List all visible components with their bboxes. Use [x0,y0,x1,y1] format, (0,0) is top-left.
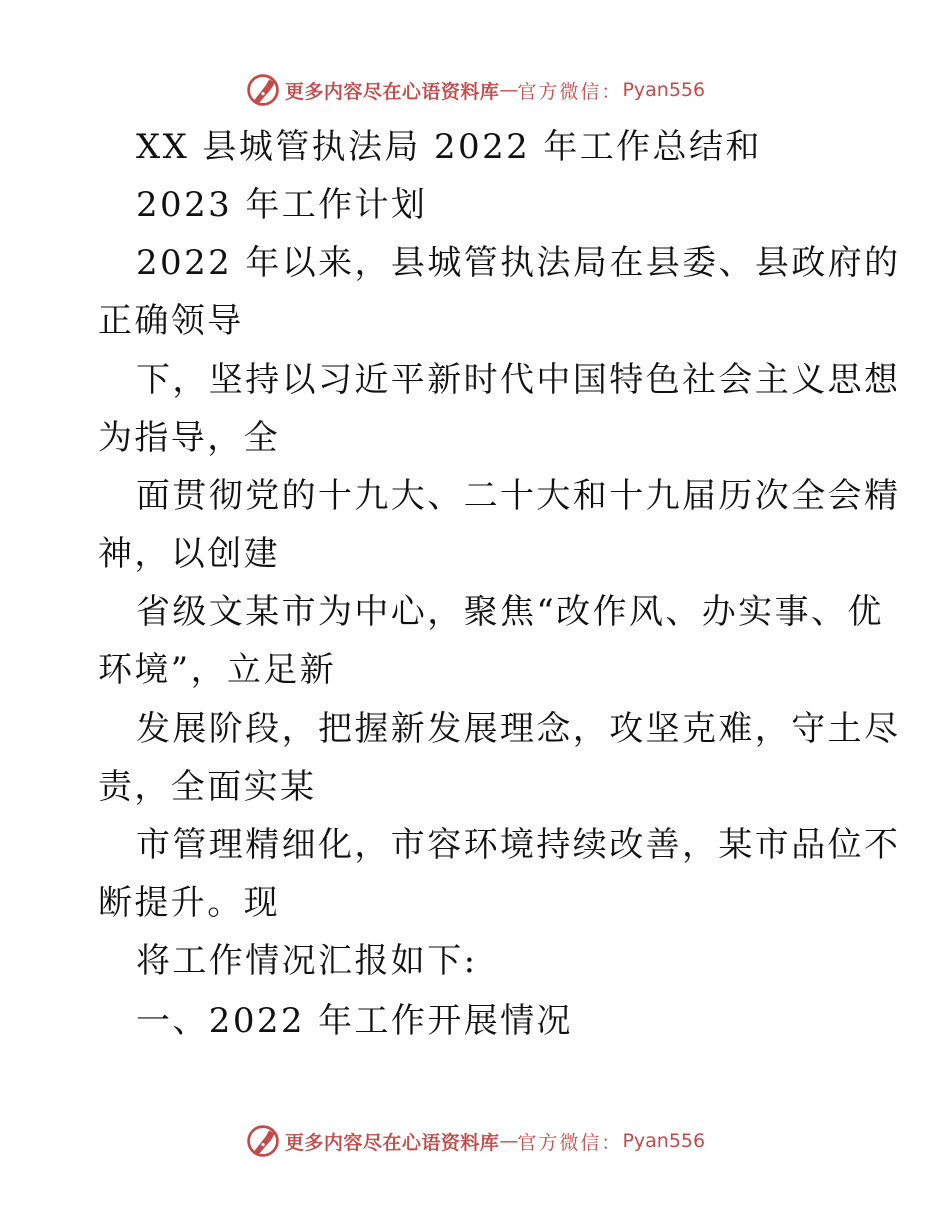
watermark-dash: — [499,1130,518,1152]
doc-title-line-1: XX 县城管执法局 2022 年工作总结和 [136,127,762,167]
doc-paragraph-line: 市管理精细化，市容环境持续改善，某市品位不 [136,825,901,865]
watermark-main-text: 更多内容尽在心语资料库 [284,80,500,103]
watermark-sub-text: 官方微信： [517,1131,623,1154]
doc-paragraph-line: 环境”，立足新 [98,650,337,690]
footer-watermark [0,1121,950,1161]
doc-paragraph-line: 面贯彻党的十九大、二十大和十九届历次全会精 [136,476,901,516]
doc-paragraph-line: 为指导，全 [98,418,280,458]
doc-paragraph-line: 责，全面实某 [98,767,317,807]
watermark-sub-text: 官方微信： [517,80,623,103]
watermark-account: Pyan556 [622,1130,706,1152]
doc-paragraph-line: 省级文某市为中心，聚焦“改作风、办实事、优 [136,592,884,632]
pen-nib-logo-icon [245,1123,281,1159]
doc-paragraph-line: 断提升。现 [98,883,280,923]
doc-title-line-2: 2023 年工作计划 [136,185,428,225]
doc-paragraph-line: 正确领导 [98,301,244,341]
doc-paragraph-line: 下，坚持以习近平新时代中国特色社会主义思想 [136,360,901,400]
watermark-account: Pyan556 [622,79,706,101]
doc-paragraph-line: 发展阶段，把握新发展理念，攻坚克难，守土尽 [136,709,901,749]
doc-paragraph-line: 2022 年以来，县城管执法局在县委、县政府的 [136,243,901,283]
section-heading: 一、2022 年工作开展情况 [136,1001,573,1041]
watermark-main-text: 更多内容尽在心语资料库 [284,1131,500,1154]
watermark-dash: — [499,79,518,101]
doc-paragraph-line: 神，以创建 [98,534,280,574]
doc-paragraph-line: 将工作情况汇报如下: [136,941,478,981]
